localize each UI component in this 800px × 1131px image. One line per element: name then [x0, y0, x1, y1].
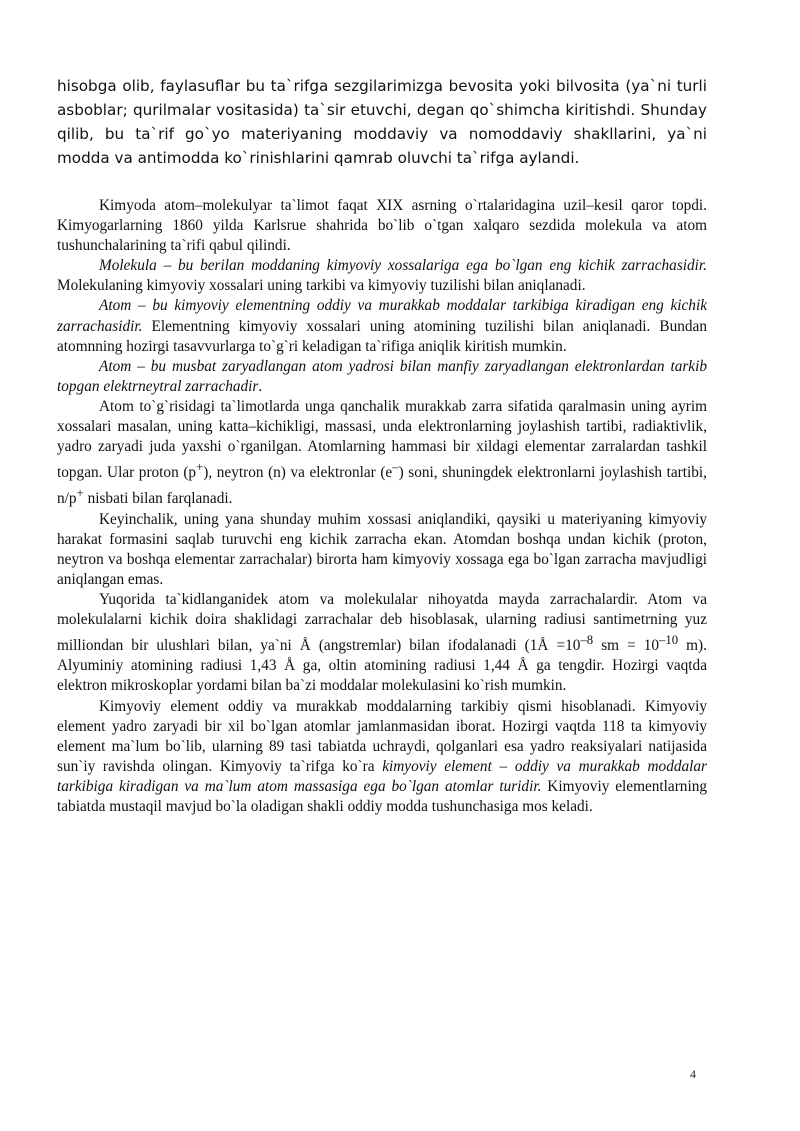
paragraph-atom-size: Yuqorida ta`kidlanganidek atom va molekulalar nihoyatda mayda zarrachalardir. Atom va molekulalarni kichik doira shaklidagi zarrachalar deb hisoblasak, ularning radiusi santimetrning yuz milliondan bir ulushlari bilan, ya`ni Å (angstremlar) bilan ifodalanadi (1Å $=10^{-8}$ sm = $10^{-10}$ m). Alyuminiy atomining radiusi 1,43 Å ga, oltin atomining radiusi 1,44 Å ga tengdir. Hozirgi vaqtda elektron mikroskoplar yordami bilan ba`zi moddalar molekulasini ko`rish mumkin. [57, 590, 707, 695]
element-definition: kimyoviy element – oddiy va murakkab moddalar tarkibiga kiradigan va ma`lum atom massasiga ega bo`lgan atomlar turidir. [57, 757, 707, 795]
paragraph-atom-properties: Atom to`g`risidagi ta`limotlarda unga qanchalik murakkab zarra sifatida qaralmasin uning ayrim xossalari masalan, uning katta–kichikligi, massasi, unda elektronlarning joylashish tartibi, radiaktivlik, yadro zaryadi juda yaxshi o`rganilgan. Atomlarning hammasi bir xildagi elementar zarralardan tashkil topgan. Ular proton (p+), neytron (n) va elektronlar (e–) soni, shuningdek elektronlarni joylashish tartibi, n/p+ nisbati bilan farqlanadi. [57, 397, 707, 508]
paragraph-molecule-definition: Molekula – bu berilan moddaning kimyoviy xossalariga ega bo`lgan eng kichik zarrachasidir. Molekulaning kimyoviy xossalari uning tarkibi va kimyoviy tuzilishi bilan aniqlanadi. [57, 257, 707, 295]
paragraph-chemical-element: Kimyoviy element oddiy va murakkab moddalarning tarkibiy qismi hisoblanadi. Kimyoviy element yadro zaryadi bir xil bo`lgan atomlar jamlanmasidan iborat. Hozirgi vaqtda 118 ta kimyoviy element ma`lum bo`lib, ularning 89 tasi tabiatda uchraydi, qolganlari esa yadro reaksiyalari natijasida sun`iy ravishda olingan. Kimyoviy ta`rifga ko`ra kimyoviy element – oddiy va murakkab moddalar tarkibiga kiradigan va ma`lum atom massasiga ega bo`lgan atomlar turidir. Kimyoviy elementlarning tabiatda mustaqil mavjud bo`la oladigan shakli oddiy modda tushunchasiga mos keladi. [57, 697, 707, 815]
paragraph-atom-definition: Atom – bu kimyoviy elementning oddiy va murakkab moddalar tarkibiga kiradigan eng kichik zarrachasidir. Elementning kimyoviy xossalari uning atomining tuzilishi bilan aniqlanadi. Bundan atomnning hozirgi tasavvurlarga to`g`ri keladigan ta`rifiga aniqlik kiritish mumkin. [57, 297, 707, 355]
molecule-definition: Molekula – bu berilan moddaning kimyoviy xossalariga ega bo`lgan eng kichik zarrachasidir. [99, 257, 707, 275]
page-number: 4 [690, 1067, 696, 1081]
paragraph-atom-modern-definition: Atom – bu musbat zaryadlangan atom yadrosi bilan manfiy zaryadlangan elektronlardan tarkib topgan elektrneytral zarrachadir. [57, 357, 707, 395]
atom-modern-definition: Atom – bu musbat zaryadlangan atom yadrosi bilan manfiy zaryadlangan elektronlardan tarkib topgan elektrneytral zarrachadir [57, 357, 707, 395]
paragraph-atom-molecular-theory: Kimyoda atom–molekulyar ta`limot faqat XIX asrning o`rtalaridagina uzil–kesil qaror topdi. Kimyogarlarning 1860 yilda Karlsrue shahrida bo`lib o`tgan xalqaro sezdida molekula va atom tushunchalarining ta`rifi qabul qilindi. [57, 197, 707, 255]
main-text [57, 196, 707, 817]
atom-definition: Atom – bu kimyoviy elementning oddiy va murakkab moddalar tarkibiga kiradigan eng kichik zarrachasidir. [57, 297, 707, 335]
intro-paragraph: hisobga olib, faylasuflar bu ta`rifga sezgilarimizga bevosita yoki bilvosita (ya`ni turli asboblar; qurilmalar vositasida) ta`sir etuvchi, degan qo`shimcha kiritishdi. Shunday qilib, bu ta`rif go`yo materiyaning moddaviy va nomoddaviy shakllarini, ya`ni modda va antimodda ko`rinishlarini qamrab oluvchi ta`rifga aylandi. [57, 77, 707, 167]
paragraph-chemical-motion: Keyinchalik, uning yana shunday muhim xossasi aniqlandiki, qaysiki u materiyaning kimyoviy harakat formasini saqlab turuvchi eng kichik zarracha ekan. Atomdan boshqa undan kichik (proton, neytron va boshqa elementar zarrachalar) birorta ham kimyoviy xossaga ega bo`lgan zarracha mavjudligi aniqlangan emas. [57, 510, 707, 588]
